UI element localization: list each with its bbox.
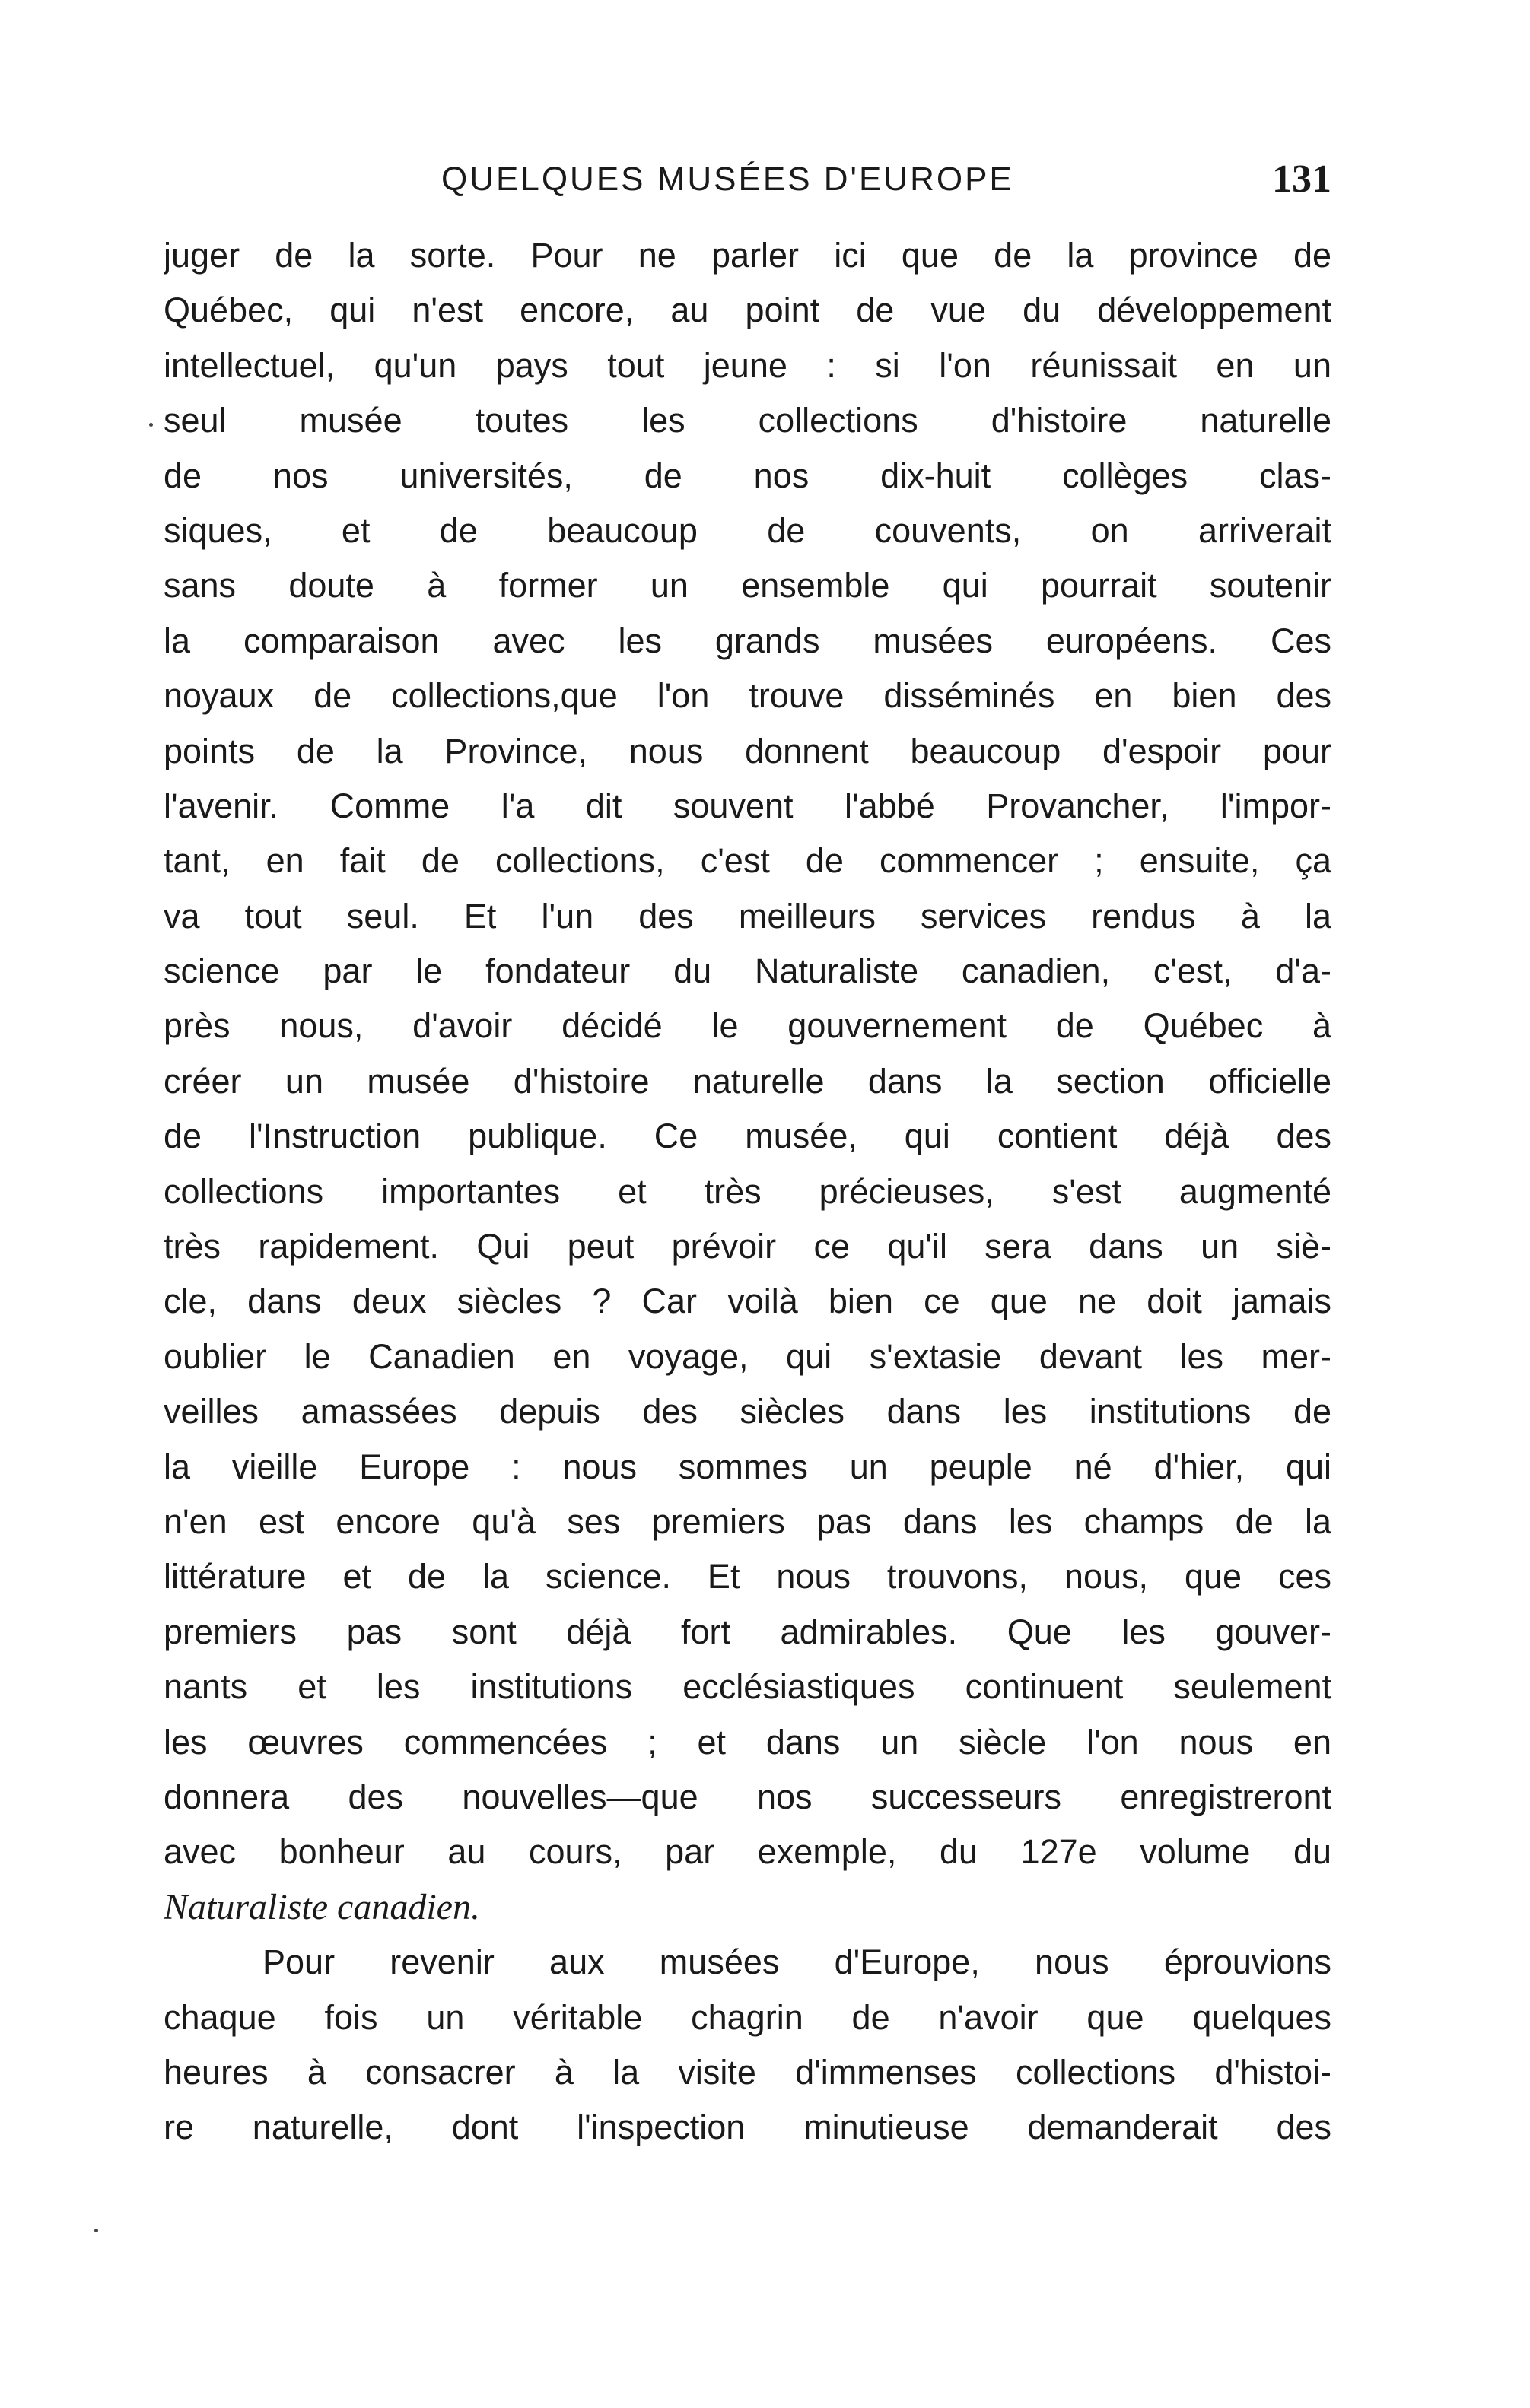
text-line: Québec, qui n'est encore, au point de vue du développement (164, 291, 1331, 330)
text-line: les œuvres commencées ; et dans un siècle l'on nous en (164, 1722, 1331, 1762)
text-line: noyaux de collections,que l'on trouve disséminés en bien des (164, 676, 1331, 716)
text-line: tant, en fait de collections, c'est de commencer ; ensuite, ça (164, 841, 1331, 881)
text-line: heures à consacrer à la visite d'immenses collections d'histoi- (164, 2052, 1331, 2092)
text-line: de nos universités, de nos dix-huit collèges clas- (164, 456, 1331, 495)
text-line: Pour revenir aux musées d'Europe, nous éprouvions (262, 1943, 1331, 1982)
text-line: siques, et de beaucoup de couvents, on arriverait (164, 510, 1331, 550)
text-line: cle, dans deux siècles ? Car voilà bien ce que ne doit jamais (164, 1282, 1331, 1321)
text-line: re naturelle, dont l'inspection minutieuse demanderait des (164, 2108, 1331, 2147)
text-line: va tout seul. Et l'un des meilleurs services rendus à la (164, 896, 1331, 936)
text-line: oublier le Canadien en voyage, qui s'extasie devant les mer- (164, 1336, 1331, 1376)
text-line: la comparaison avec les grands musées européens. Ces (164, 621, 1331, 660)
scan-speck (149, 423, 153, 427)
text-line: science par le fondateur du Naturaliste canadien, c'est, d'a- (164, 951, 1331, 991)
text-line: la vieille Europe : nous sommes un peuple né d'hier, qui (164, 1447, 1331, 1486)
text-line: de l'Instruction publique. Ce musée, qui contient déjà des (164, 1117, 1331, 1156)
text-line: juger de la sorte. Pour ne parler ici que de la province de (164, 236, 1331, 275)
text-line: très rapidement. Qui peut prévoir ce qu'il sera dans un siè- (164, 1227, 1331, 1266)
text-line: Naturaliste canadien. (164, 1886, 480, 1927)
text-line: donnera des nouvelles—que nos successeurs enregistreront (164, 1777, 1331, 1816)
paragraph-2 (164, 1935, 1331, 2155)
text-line: sans doute à former un ensemble qui pourrait soutenir (164, 566, 1331, 605)
text-line: seul musée toutes les collections d'histoire naturelle (164, 401, 1331, 440)
text-line: créer un musée d'histoire naturelle dans la section officielle (164, 1061, 1331, 1101)
text-line: près nous, d'avoir décidé le gouvernement de Québec à (164, 1006, 1331, 1046)
running-title: QUELQUES MUSÉES D'EUROPE (441, 160, 1014, 198)
page-number: 131 (1272, 157, 1331, 201)
text-line: nants et les institutions ecclésiastiques continuent seulement (164, 1667, 1331, 1707)
text-line: l'avenir. Comme l'a dit souvent l'abbé Provancher, l'impor- (164, 786, 1331, 825)
text-line: n'en est encore qu'à ses premiers pas dans les champs de la (164, 1501, 1331, 1541)
paragraph-1 (164, 228, 1331, 1935)
body-text (164, 228, 1331, 2155)
text-line: intellectuel, qu'un pays tout jeune : si l'on réunissait en un (164, 345, 1331, 385)
text-line: premiers pas sont déjà fort admirables. Que les gouver- (164, 1612, 1331, 1651)
text-line: points de la Province, nous donnent beaucoup d'espoir pour (164, 731, 1331, 770)
running-head (164, 157, 1331, 202)
text-line: veilles amassées depuis des siècles dans les institutions de (164, 1392, 1331, 1431)
text-line: collections importantes et très précieuses, s'est augmenté (164, 1171, 1331, 1211)
text-line: chaque fois un véritable chagrin de n'avoir que quelques (164, 1997, 1331, 2037)
text-line: avec bonheur au cours, par exemple, du 127e volume du (164, 1832, 1331, 1872)
text-line: littérature et de la science. Et nous trouvons, nous, que ces (164, 1557, 1331, 1596)
scan-speck (94, 2229, 98, 2232)
